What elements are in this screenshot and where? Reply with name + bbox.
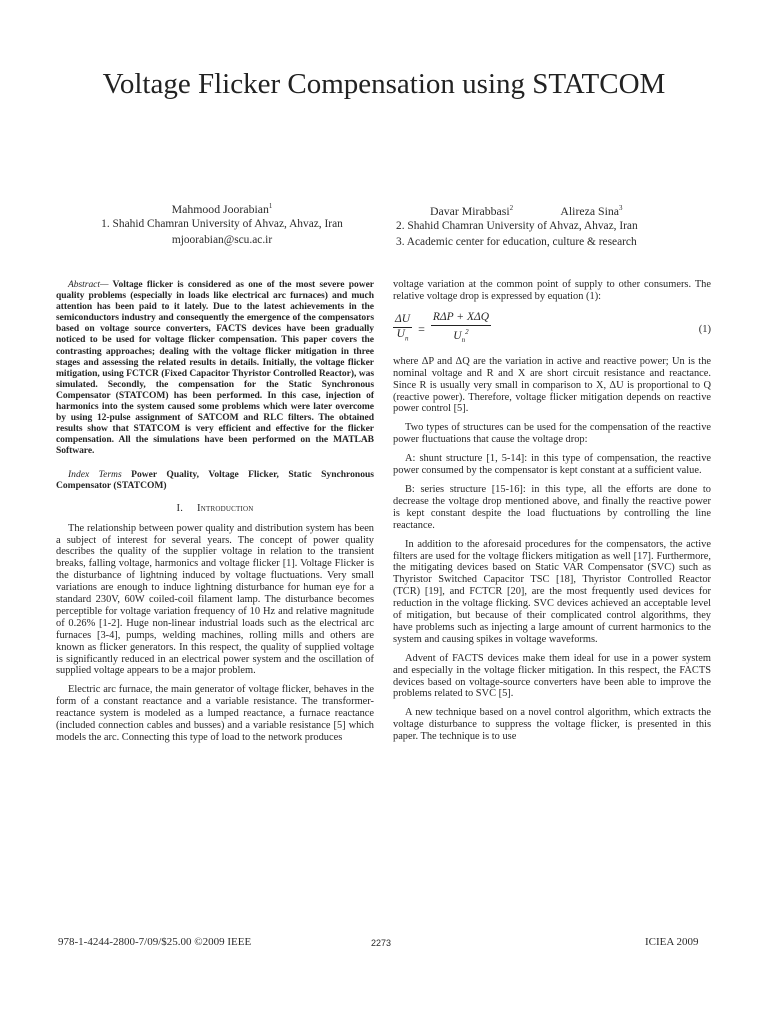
author-affil-mark: 2	[509, 204, 514, 212]
author-affiliation: 3. Academic center for education, culture & research	[396, 235, 637, 248]
abstract-text: Voltage flicker is considered as one of the most severe power quality problems (especially in loads like electrical arc furnaces) and much attention has been paid to it lately. Due to the latest achievements in the semiconductors industry and consequently the emergence of the compensators based on voltage source converters, FACTS devices have been gradually noticed to be used for voltage flicker compensation. This paper covers the contrasting approaches; dealing with the voltage flicker mitigation in three stages and assessing the related results in details. Initially, the voltage flicker mitigation, using FCTCR (Fixed Capacitor Thyristor Controlled Reactor), was simulated. Secondly, the compensation for the Static Synchronous Compensator (STATCOM) has been performed. In this case, injection of harmonics into the system caused some problems which were later overcome by using 12-pulse assignment of SATCOM and RLC filters. The obtained results show that STATCOM is very efficient and effective for the flicker compensation. All the simulations have been performed on the MATLAB Software.	[56, 279, 374, 457]
author-name: Alireza Sina	[560, 203, 620, 218]
index-terms-lead: Index Terms	[68, 468, 122, 480]
body-paragraph: B: series structure [15-16]: in this type, all the efforts are done to decrease the voltage drop mentioned above, and finally the reactive power is kept constant despite the load fluctuations by controlling the line reactance.	[393, 483, 711, 531]
author-email: mjoorabian@scu.ac.ir	[171, 233, 273, 246]
equation-rhs: $\frac{\text{RΔP + XΔQ}}{U_n^2}$	[432, 311, 490, 345]
body-paragraph: The relationship between power quality and distribution system has been a subject of interest for several years. The concept of power quality describes the quality of the supplier voltage in relation to the transient breaks, falling voltage, harmonics and voltage flicker [1]. Voltage Flicker is the disturbance of lightning induced by voltage fluctuations. Very small variations are enough to induce lightning disturbance for human eye for a standard 230V, 60W coiled-coil filament lamp. The disturbance becomes perceptible for voltage variation frequency of 10 Hz and relative magnitude of 0.26% [1-2]. Huge non-linear industrial loads such as the electrical arc furnaces [3-4], pumps, welding machines, rolling mills and others are known as flicker generators. In this respect, the quality of supplied voltage is significantly reduced in an electrical power system and the oscillation of supplied voltage appears to be a major problem.	[56, 522, 374, 677]
index-terms-text: Power Quality, Voltage Flicker, Static Synchronous Compensator (STATCOM)	[56, 468, 374, 491]
body-paragraph: A new technique based on a novel control algorithm, which extracts the voltage disturbance to suppress the voltage flicker, is presented in this paper. The technique is to use	[393, 707, 711, 743]
right-column	[393, 279, 711, 750]
author-affiliation: 1. Shahid Chamran University of Ahvaz, Ahvaz, Iran	[101, 218, 343, 231]
left-column	[56, 279, 374, 751]
paper-title: Voltage Flicker Compensation using STATCOM	[102, 68, 666, 100]
body-paragraph: voltage variation at the common point of supply to other consumers. The relative voltage drop is expressed by equation (1):	[393, 279, 711, 302]
equation-1	[393, 310, 711, 350]
index-terms	[56, 469, 374, 491]
author-name: Mahmood Joorabian	[171, 201, 269, 216]
abstract	[56, 279, 374, 457]
body-paragraph: Two types of structures can be used for the compensation of the reactive power fluctuations that cause the voltage drop:	[393, 422, 711, 446]
author-affil-mark: 1	[268, 202, 273, 210]
section-heading	[56, 503, 374, 515]
body-paragraph: where ΔP and ΔQ are the variation in active and reactive power; Un is the nominal voltage and R and X are short circuit resistance and reactance. Since R is usually very small in comparison to X, ΔU is proportional to Q (reactive power). Therefore, voltage flicker mitigation depends on reactive power control [5].	[393, 355, 711, 415]
body-paragraph: In addition to the aforesaid procedures for the compensators, the active filters are used for the voltage flickers mitigation as well [17]. Furthermore, the mitigating devices based on Static VAR Compensator (SVC) such as Thyristor Switched Capacitor TSC [18], Thyristor Controlled Reactor (TCR) [19], and FCTCR [20], are the most frequently used devices for reduction in the voltage flicking. SVC devices achieved an acceptable level of mitigation, but because of their complicated control algorithms, they have problems such as injecting a large amount of current harmonics to the system and causing spikes in voltage waveforms.	[393, 538, 711, 645]
author-affiliation: 2. Shahid Chamran University of Ahvaz, Ahvaz, Iran	[396, 220, 638, 233]
footer-page-number: 2273	[371, 938, 392, 948]
body-paragraph: Advent of FACTS devices make them ideal for use in a power system and especially in the voltage flicker mitigation. In this respect, the FACTS devices based on voltage-source converters have been able to improve the problems related to SVC [5].	[393, 652, 711, 700]
equals-sign: =	[418, 321, 425, 336]
author-block-2-3	[396, 201, 716, 250]
author-affil-mark: 3	[619, 204, 623, 212]
footer-copyright: 978-1-4244-2800-7/09/$25.00 ©2009 IEEE	[58, 936, 252, 948]
body-paragraph: A: shunt structure [1, 5-14]: in this type of compensation, the reactive power consumed by the compensator is kept constant at a sufficient value.	[393, 453, 711, 477]
footer-conference: ICIEA 2009	[645, 936, 699, 948]
section-title: Introduction	[197, 502, 254, 514]
author-block-1	[58, 199, 386, 248]
equation-number: (1)	[698, 323, 711, 335]
section-number: I.	[176, 502, 184, 514]
body-paragraph: Electric arc furnace, the main generator of voltage flicker, behaves in the form of a constant reactance and a variable resistance. The transformer-reactance system is modeled as a lumped reactance, a furnace reactance (included connection cables and busses) and a variable resistance [5] which models the arc. Connecting this type of load to the network produces	[56, 684, 374, 743]
equation-lhs: $\frac{\Delta U}{U_n}$	[395, 313, 411, 343]
abstract-lead: Abstract—	[68, 279, 109, 290]
author-name: Davar Mirabbasi	[430, 203, 510, 218]
